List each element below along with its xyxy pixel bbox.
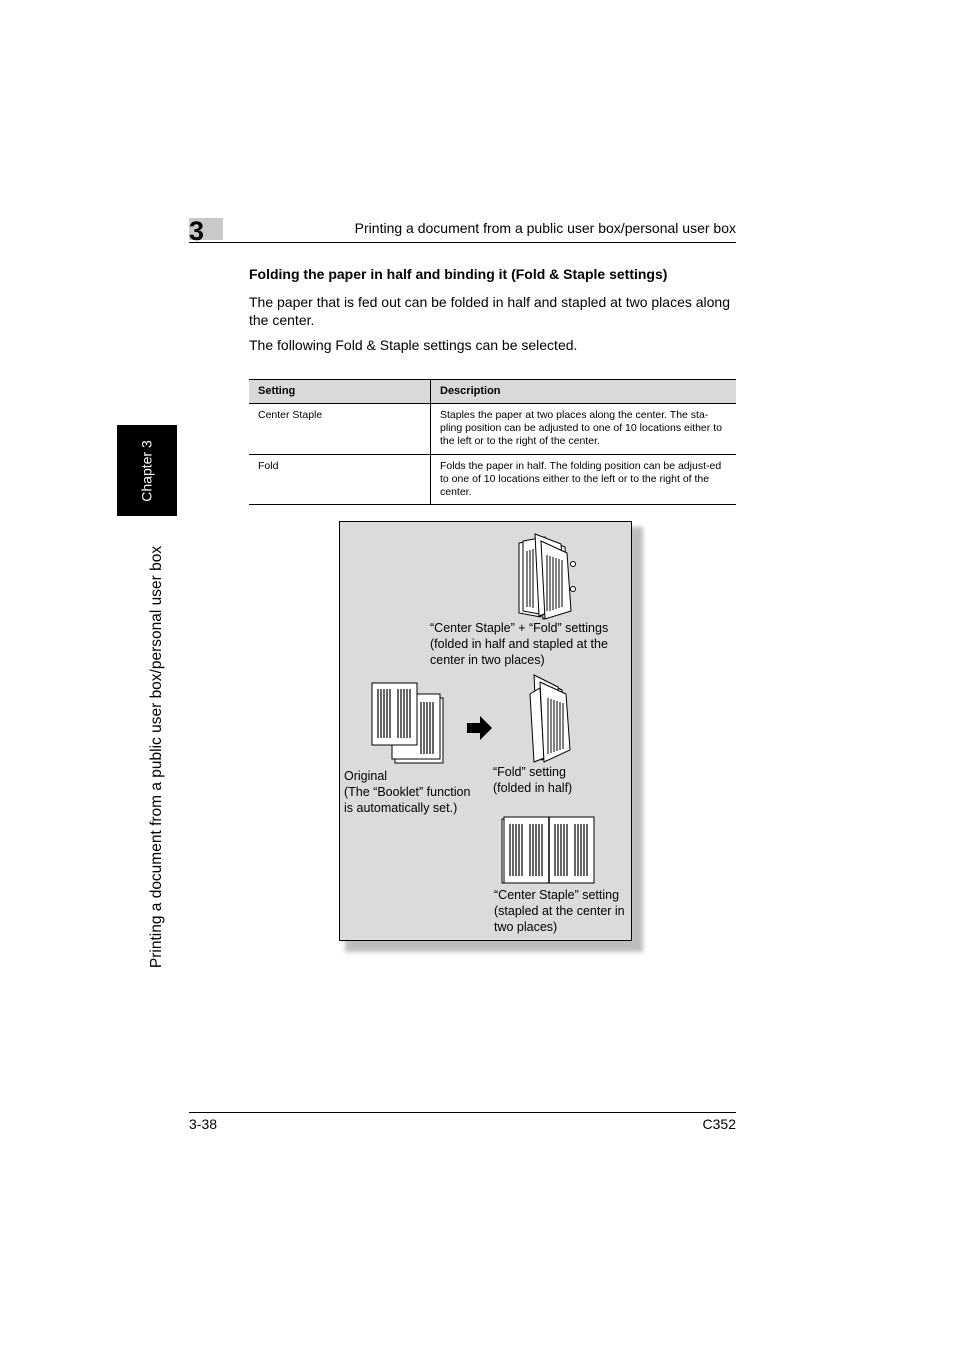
column-header-description: Description [431, 380, 737, 404]
section-heading: Folding the paper in half and binding it (Fold & Staple settings) [249, 266, 668, 282]
right-arrow-icon [467, 716, 493, 740]
model-name: C352 [702, 1116, 736, 1132]
caption-line: Original [344, 769, 388, 783]
original-caption [344, 768, 470, 816]
description-cell: Folds the paper in half. The folding position can be adjust-ed to one of 10 locations either to the left or to the right of the center. [431, 454, 737, 505]
caption-line: two places) [494, 920, 558, 934]
caption-line: “Center Staple” setting [494, 888, 620, 902]
column-header-setting: Setting [249, 380, 431, 404]
original-pages-icon [369, 680, 445, 765]
open-stapled-booklet-icon [500, 816, 596, 886]
footer-divider [189, 1112, 736, 1113]
caption-line: (The “Booklet” function [344, 785, 471, 799]
table-row [249, 404, 736, 455]
table-header-row [249, 380, 736, 404]
description-cell: Staples the paper at two places along the center. The sta-pling position can be adjusted to one of 10 locations either to the left or to the right of the center. [431, 404, 737, 455]
table-row [249, 454, 736, 505]
header-title: Printing a document from a public user box/personal user box [354, 220, 736, 236]
page-number: 3-38 [189, 1116, 218, 1132]
intro-paragraph: The paper that is fed out can be folded in half and stapled at two places along the center. [249, 294, 730, 328]
caption-line: “Fold” setting [493, 765, 566, 779]
caption-line: center in two places) [430, 653, 545, 667]
setting-cell: Center Staple [249, 404, 431, 455]
fold-staple-settings-table [249, 379, 736, 505]
folded-booklet-icon [526, 672, 574, 764]
caption-line: “Center Staple” + “Fold” settings [430, 621, 609, 635]
center-staple-fold-caption [430, 620, 608, 668]
caption-line: is automatically set.) [344, 801, 458, 815]
chapter-side-tab-label [117, 425, 177, 516]
chapter-tab-text: Chapter 3 [139, 439, 156, 502]
center-staple-caption [494, 887, 625, 935]
caption-line: (folded in half and stapled at the [430, 637, 608, 651]
header-divider [189, 242, 736, 243]
side-running-label: Printing a document from a public user box/personal user box [148, 545, 165, 969]
caption-line: (folded in half) [493, 781, 573, 795]
fold-caption [493, 764, 572, 796]
caption-line: (stapled at the center in [494, 904, 625, 918]
chapter-number: 3 [189, 216, 205, 246]
setting-cell: Fold [249, 454, 431, 505]
settings-intro-paragraph: The following Fold & Staple settings can be selected. [249, 337, 578, 353]
stapled-folded-booklet-icon [515, 531, 579, 623]
